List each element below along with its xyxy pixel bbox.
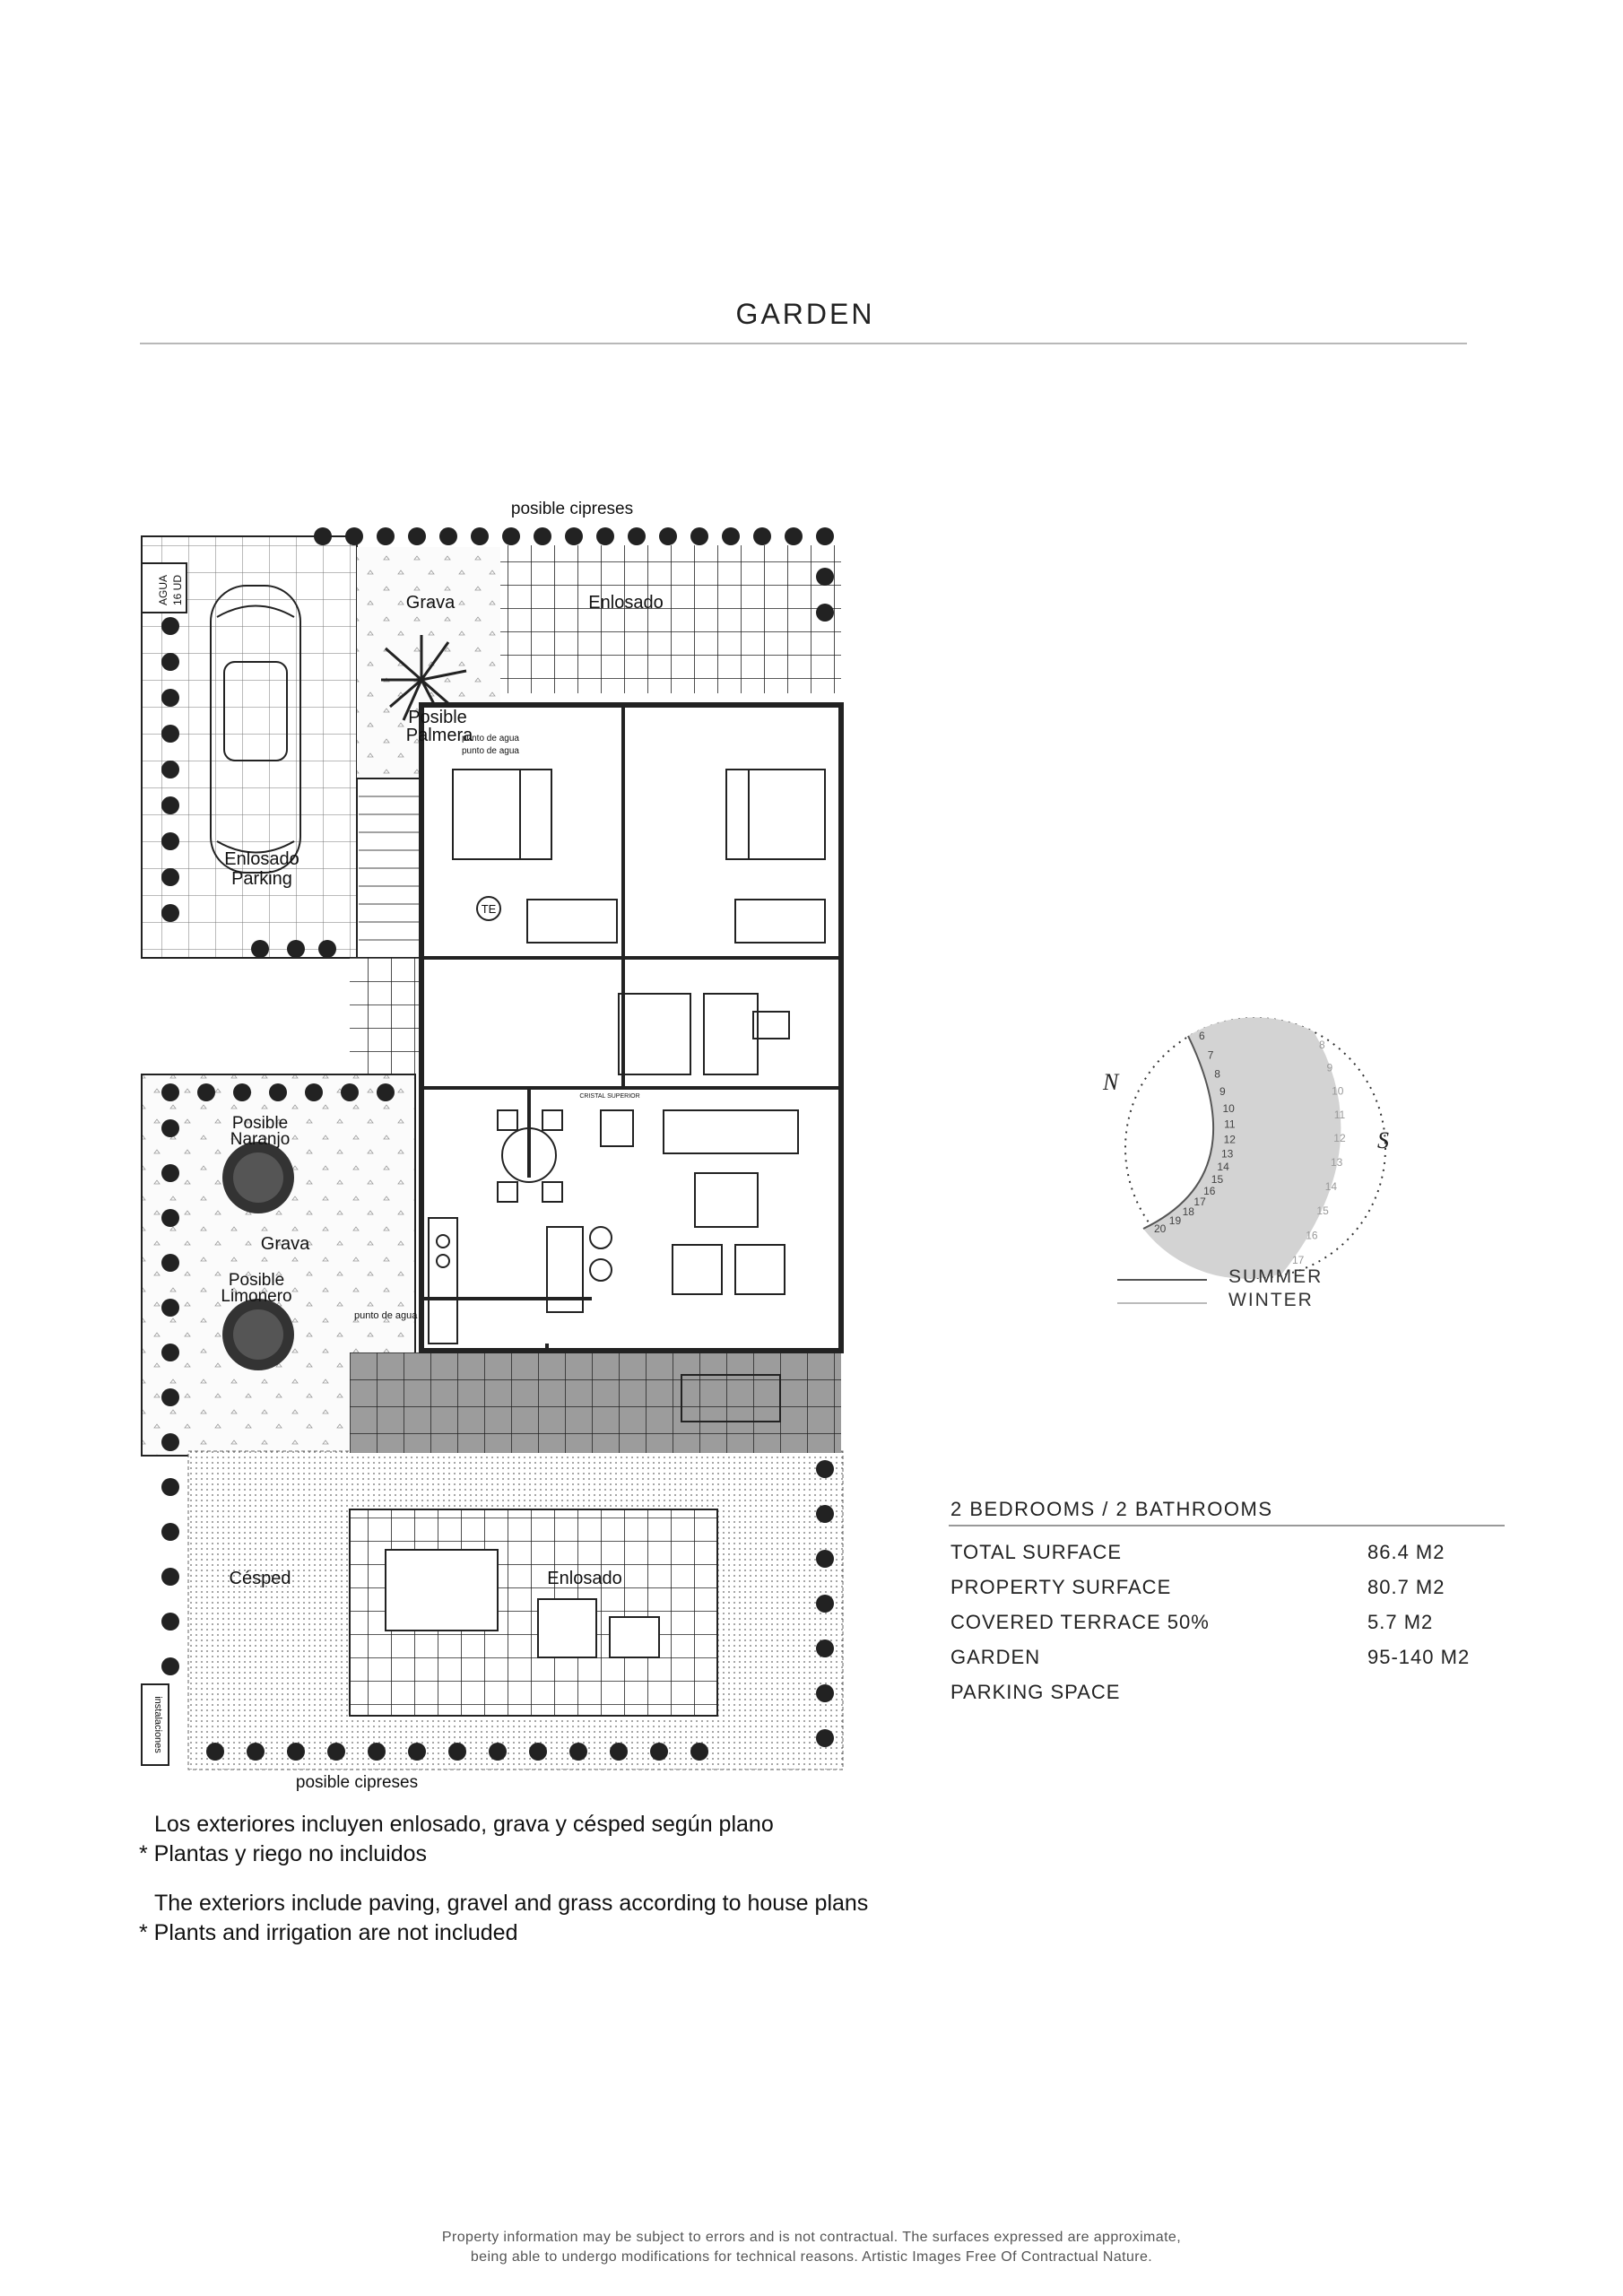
summer-hour-label: 12 xyxy=(1223,1133,1236,1146)
winter-hour-label: 12 xyxy=(1333,1132,1346,1145)
summer-hour-label: 14 xyxy=(1217,1161,1229,1174)
water-point-top-1: punto de agua xyxy=(462,734,519,744)
winter-hour-label: 17 xyxy=(1292,1254,1305,1266)
orange-tree-label-1: Posible xyxy=(231,1114,289,1133)
installations-label: instalaciones xyxy=(152,1696,163,1753)
specs-divider xyxy=(949,1525,1505,1526)
spec-value: 95-140 M2 xyxy=(1367,1646,1471,1668)
winter-hour-label: 8 xyxy=(1319,1039,1325,1051)
specs-heading: 2 BEDROOMS / 2 BATHROOMS xyxy=(950,1498,1273,1520)
water-point-top-2: punto de agua xyxy=(462,746,519,756)
water-label-2: 16 UD xyxy=(171,574,184,606)
disclaimer-line-2: being able to undergo modifications for technical reasons. Artistic Images Free Of Contractual Nature. xyxy=(470,2249,1153,2265)
summer-hour-label: 18 xyxy=(1182,1205,1194,1218)
north-label: N xyxy=(1103,1069,1119,1095)
lemon-tree-label-2: Limonero xyxy=(221,1287,292,1306)
spec-value: 5.7 M2 xyxy=(1367,1611,1434,1633)
summer-hour-label: 15 xyxy=(1211,1173,1224,1186)
winter-hour-label: 11 xyxy=(1333,1108,1346,1121)
summer-hour-label: 17 xyxy=(1193,1195,1206,1208)
floor-plan xyxy=(135,491,852,1801)
winter-hour-label: 14 xyxy=(1324,1179,1338,1193)
lemon-tree-label-1: Posible xyxy=(228,1271,285,1290)
summer-hour-label: 9 xyxy=(1219,1085,1226,1099)
summer-hour-label: 16 xyxy=(1203,1185,1216,1197)
note-en-1: The exteriors include paving, gravel and grass according to house plans xyxy=(154,1891,869,1916)
summer-hour-label: 13 xyxy=(1221,1147,1234,1161)
winter-hour-label: 10 xyxy=(1332,1084,1344,1098)
water-point-side: punto de agua xyxy=(354,1310,418,1321)
section-title: GARDEN xyxy=(735,298,875,330)
winter-legend-label: WINTER xyxy=(1228,1290,1314,1310)
spec-label: COVERED TERRACE 50% xyxy=(950,1611,1210,1633)
summer-hour-label: 10 xyxy=(1222,1101,1235,1115)
spec-label: PROPERTY SURFACE xyxy=(950,1576,1172,1598)
lemon-tree xyxy=(222,1299,294,1370)
spec-value: 80.7 M2 xyxy=(1367,1576,1445,1598)
winter-hour-label: 9 xyxy=(1326,1061,1333,1074)
parking-label-1: Enlosado xyxy=(224,849,299,869)
orange-tree-label-2: Naranjo xyxy=(230,1130,291,1149)
summer-hour-label: 8 xyxy=(1214,1067,1220,1081)
disclaimer xyxy=(269,2228,1354,2267)
parking-label-2: Parking xyxy=(231,869,292,889)
winter-hour-label: 16 xyxy=(1306,1229,1318,1242)
spec-value: 86.4 M2 xyxy=(1367,1541,1445,1563)
note-es-2: * Plantas y riego no incluidos xyxy=(139,1841,428,1866)
summer-legend-label: SUMMER xyxy=(1228,1266,1324,1287)
top-cypress-label: posible cipreses xyxy=(510,500,634,518)
disclaimer-line-1: Property information may be subject to errors and is not contractual. The surfaces expressed are approximate, xyxy=(441,2230,1182,2245)
water-label-1: AGUA xyxy=(157,574,169,606)
paving-top-label: Enlosado xyxy=(588,593,664,613)
bottom-cypress-label: posible cipreses xyxy=(295,1773,419,1792)
spec-label: TOTAL SURFACE xyxy=(950,1541,1123,1563)
te-label: TE xyxy=(481,902,497,916)
orange-tree xyxy=(222,1142,294,1213)
upper-glass-label: CRISTAL SUPERIOR xyxy=(579,1093,640,1100)
section-divider xyxy=(140,343,1467,344)
note-en-2: * Plants and irrigation are not included xyxy=(139,1920,518,1945)
summer-hour-label: 11 xyxy=(1224,1118,1236,1131)
spec-label: PARKING SPACE xyxy=(950,1681,1121,1703)
summer-hour-label: 19 xyxy=(1168,1213,1182,1227)
winter-hour-label: 15 xyxy=(1316,1204,1329,1217)
lawn-label: Césped xyxy=(229,1569,291,1588)
winter-legend-line xyxy=(1117,1302,1207,1304)
summer-hour-label: 6 xyxy=(1199,1030,1205,1042)
palm-label-2: Palmera xyxy=(405,726,473,745)
winter-hour-label: 13 xyxy=(1331,1155,1343,1169)
covered-terrace xyxy=(350,1352,841,1453)
summer-legend-line xyxy=(1117,1279,1207,1281)
note-es-1: Los exteriores incluyen enlosado, grava y césped según plano xyxy=(154,1812,774,1837)
paving-bottom-label: Enlosado xyxy=(547,1569,622,1588)
palm-label-1: Posible xyxy=(408,708,467,727)
gravel-side-label: Grava xyxy=(260,1234,310,1254)
top-terrace xyxy=(500,545,841,693)
spec-label: GARDEN xyxy=(950,1646,1041,1668)
stairs xyxy=(357,778,421,958)
house-walls xyxy=(421,705,841,1352)
gravel-top-label: Grava xyxy=(405,593,456,613)
summer-hour-label: 20 xyxy=(1154,1222,1167,1235)
south-label: S xyxy=(1377,1127,1389,1153)
summer-hour-label: 7 xyxy=(1207,1048,1214,1062)
